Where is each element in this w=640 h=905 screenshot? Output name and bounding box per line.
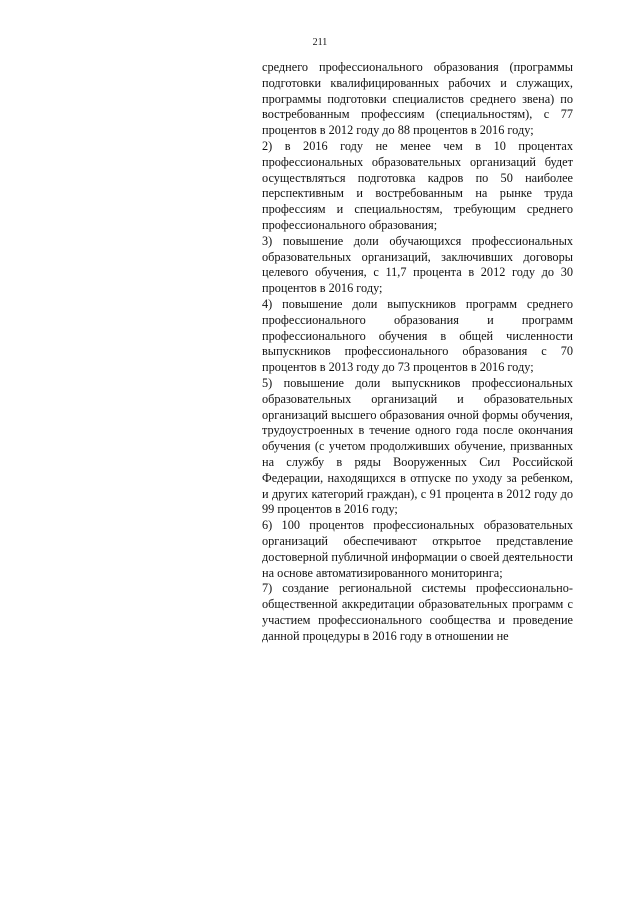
paragraph-continuation: среднего профессионального образования (программы подготовки квалифицированных рабочих и служащих, программы подготовки специалистов среднего звена) по востребованным профессиям (специальностям), с 77 процентов в 2012 году до 88 процентов в 2016 году; [262, 60, 573, 138]
paragraph-item-5: 5) повышение доли выпускников профессиональных образовательных организаций и образовательных организаций высшего образования очной формы обучения, трудоустроенных в течение одного года после окончания обучения (с учетом продолживших обучение, призванных на службу в ряды Вооруженных Сил Российской Федерации, находящихся в отпуске по уходу за ребенком, и других категорий граждан), с 91 процента в 2012 году до 99 процентов в 2016 году; [262, 375, 573, 517]
paragraph-item-3: 3) повышение доли обучающихся профессиональных образовательных организаций, заключивших договоры целевого обучения, с 11,7 процента в 2012 году до 30 процентов в 2016 году; [262, 233, 573, 296]
paragraph-item-7: 7) создание региональной системы профессионально-общественной аккредитации образовательных программ с участием профессионального сообщества и проведение данной процедуры в 2016 году в отношении не [262, 581, 573, 643]
paragraph-item-2: 2) в 2016 году не менее чем в 10 процентах профессиональных образовательных организаций будет осуществляться подготовка кадров по 50 наиболее перспективным и востребованным на рынке труда профессиям и специальностям, требующим среднего профессионального образования; [262, 138, 573, 232]
document-body [262, 60, 573, 644]
paragraph-item-4: 4) повышение доли выпускников программ среднего профессионального образования и программ профессионального обучения в общей численности выпускников профессионального образования с 70 процентов в 2013 году до 73 процентов в 2016 году; [262, 296, 573, 375]
page-number: 211 [312, 37, 328, 48]
paragraph-item-6: 6) 100 процентов профессиональных образовательных организаций обеспечивают открытое представление достоверной публичной информации о своей деятельности на основе автоматизированного мониторинга; [262, 518, 573, 580]
